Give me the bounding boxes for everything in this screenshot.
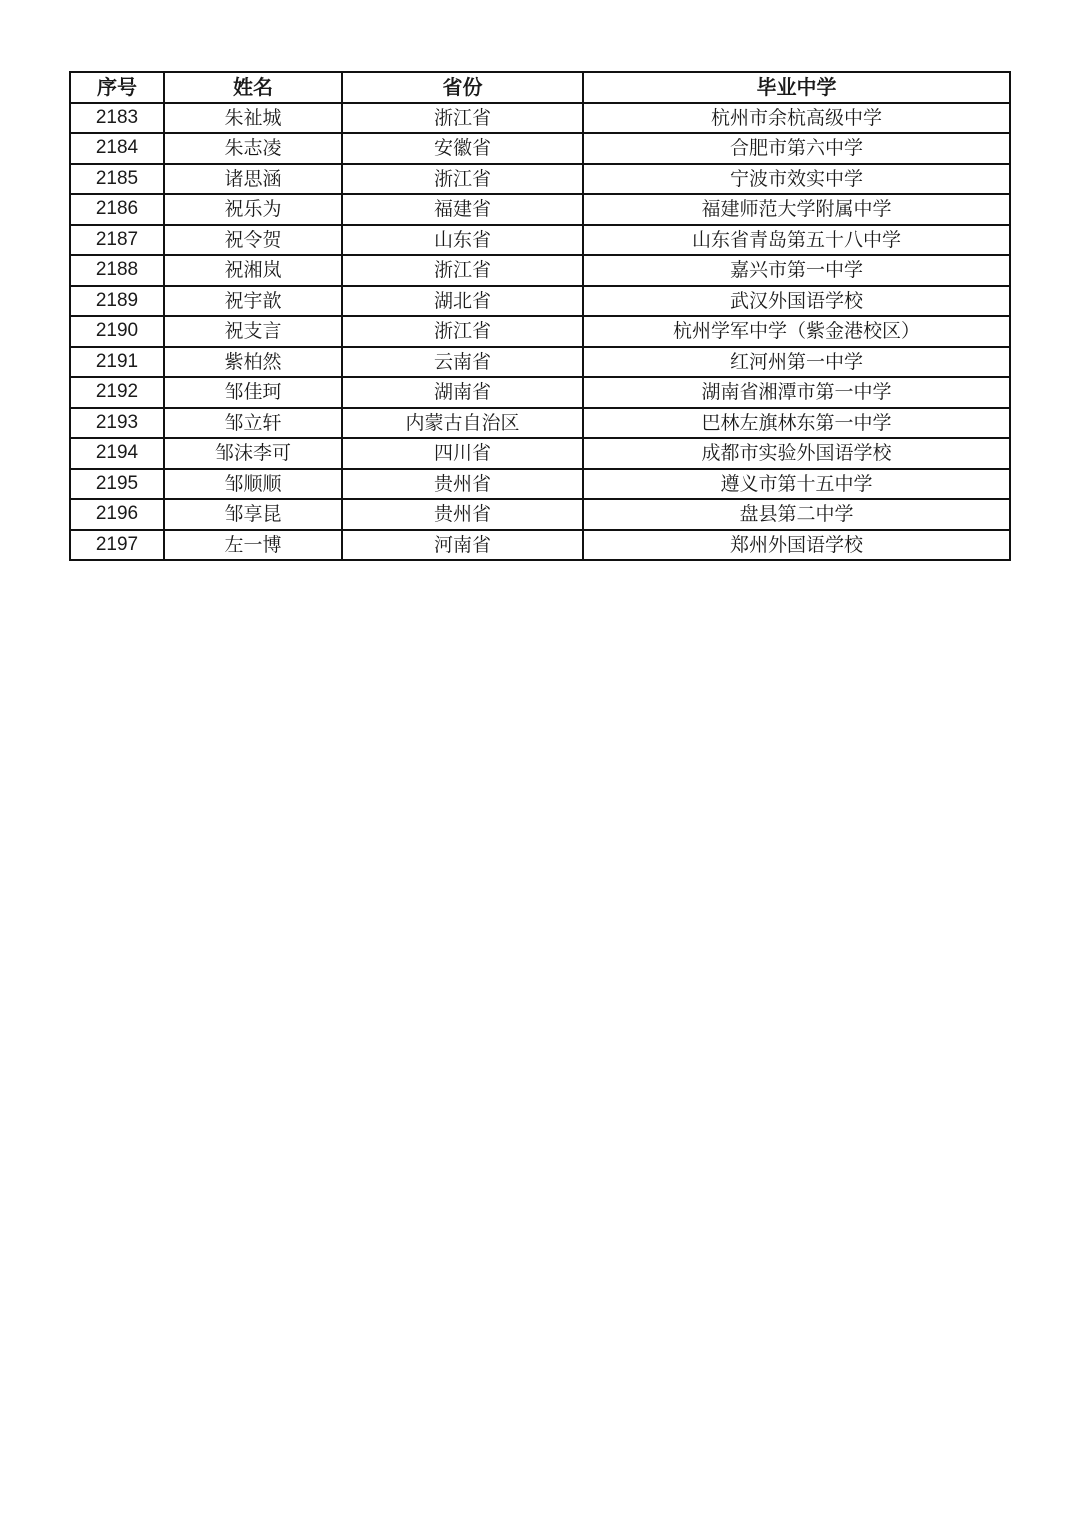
table-header — [70, 72, 1010, 103]
cell-name: 祝乐为 — [164, 194, 342, 225]
cell-graduating-school: 杭州市余杭高级中学 — [583, 103, 1010, 134]
cell-serial-number: 2197 — [70, 530, 164, 561]
cell-graduating-school: 武汉外国语学校 — [583, 286, 1010, 317]
table-row — [70, 194, 1010, 225]
cell-name: 左一博 — [164, 530, 342, 561]
table-row — [70, 103, 1010, 134]
cell-graduating-school: 遵义市第十五中学 — [583, 469, 1010, 500]
cell-graduating-school: 宁波市效实中学 — [583, 164, 1010, 195]
student-roster-table — [69, 71, 1011, 561]
cell-province: 福建省 — [342, 194, 583, 225]
header-province: 省份 — [342, 72, 583, 103]
table-row — [70, 499, 1010, 530]
cell-name: 朱祉城 — [164, 103, 342, 134]
table-row — [70, 225, 1010, 256]
cell-graduating-school: 杭州学军中学（紫金港校区） — [583, 316, 1010, 347]
cell-serial-number: 2183 — [70, 103, 164, 134]
table-row — [70, 438, 1010, 469]
cell-serial-number: 2189 — [70, 286, 164, 317]
cell-graduating-school: 福建师范大学附属中学 — [583, 194, 1010, 225]
cell-name: 邹立轩 — [164, 408, 342, 439]
cell-province: 四川省 — [342, 438, 583, 469]
cell-graduating-school: 盘县第二中学 — [583, 499, 1010, 530]
table-row — [70, 408, 1010, 439]
cell-province: 浙江省 — [342, 316, 583, 347]
cell-graduating-school: 山东省青岛第五十八中学 — [583, 225, 1010, 256]
cell-serial-number: 2194 — [70, 438, 164, 469]
cell-serial-number: 2195 — [70, 469, 164, 500]
cell-name: 祝支言 — [164, 316, 342, 347]
cell-province: 湖南省 — [342, 377, 583, 408]
cell-name: 祝宇歆 — [164, 286, 342, 317]
cell-graduating-school: 巴林左旗林东第一中学 — [583, 408, 1010, 439]
cell-serial-number: 2191 — [70, 347, 164, 378]
cell-province: 浙江省 — [342, 103, 583, 134]
cell-province: 安徽省 — [342, 133, 583, 164]
cell-graduating-school: 红河州第一中学 — [583, 347, 1010, 378]
table-row — [70, 469, 1010, 500]
cell-province: 贵州省 — [342, 469, 583, 500]
cell-serial-number: 2184 — [70, 133, 164, 164]
table-row — [70, 133, 1010, 164]
cell-province: 浙江省 — [342, 164, 583, 195]
cell-name: 祝湘岚 — [164, 255, 342, 286]
cell-serial-number: 2190 — [70, 316, 164, 347]
cell-name: 邹享昆 — [164, 499, 342, 530]
cell-name: 邹顺顺 — [164, 469, 342, 500]
header-name: 姓名 — [164, 72, 342, 103]
cell-serial-number: 2193 — [70, 408, 164, 439]
cell-graduating-school: 郑州外国语学校 — [583, 530, 1010, 561]
table-row — [70, 286, 1010, 317]
cell-province: 河南省 — [342, 530, 583, 561]
table-row — [70, 347, 1010, 378]
cell-serial-number: 2196 — [70, 499, 164, 530]
table-row — [70, 377, 1010, 408]
cell-serial-number: 2185 — [70, 164, 164, 195]
cell-serial-number: 2186 — [70, 194, 164, 225]
cell-province: 浙江省 — [342, 255, 583, 286]
cell-name: 邹沫李可 — [164, 438, 342, 469]
table-row — [70, 316, 1010, 347]
cell-graduating-school: 湖南省湘潭市第一中学 — [583, 377, 1010, 408]
cell-serial-number: 2188 — [70, 255, 164, 286]
cell-province: 云南省 — [342, 347, 583, 378]
cell-province: 山东省 — [342, 225, 583, 256]
cell-serial-number: 2192 — [70, 377, 164, 408]
cell-province: 内蒙古自治区 — [342, 408, 583, 439]
cell-name: 诸思涵 — [164, 164, 342, 195]
cell-graduating-school: 嘉兴市第一中学 — [583, 255, 1010, 286]
table-body — [70, 103, 1010, 561]
cell-name: 邹佳珂 — [164, 377, 342, 408]
header-serial-number: 序号 — [70, 72, 164, 103]
cell-province: 贵州省 — [342, 499, 583, 530]
cell-graduating-school: 合肥市第六中学 — [583, 133, 1010, 164]
table-row — [70, 255, 1010, 286]
table-row — [70, 530, 1010, 561]
cell-name: 朱志凌 — [164, 133, 342, 164]
cell-name: 紫柏然 — [164, 347, 342, 378]
cell-serial-number: 2187 — [70, 225, 164, 256]
header-graduating-school: 毕业中学 — [583, 72, 1010, 103]
header-row — [70, 72, 1010, 103]
cell-name: 祝令贺 — [164, 225, 342, 256]
table-row — [70, 164, 1010, 195]
cell-province: 湖北省 — [342, 286, 583, 317]
cell-graduating-school: 成都市实验外国语学校 — [583, 438, 1010, 469]
